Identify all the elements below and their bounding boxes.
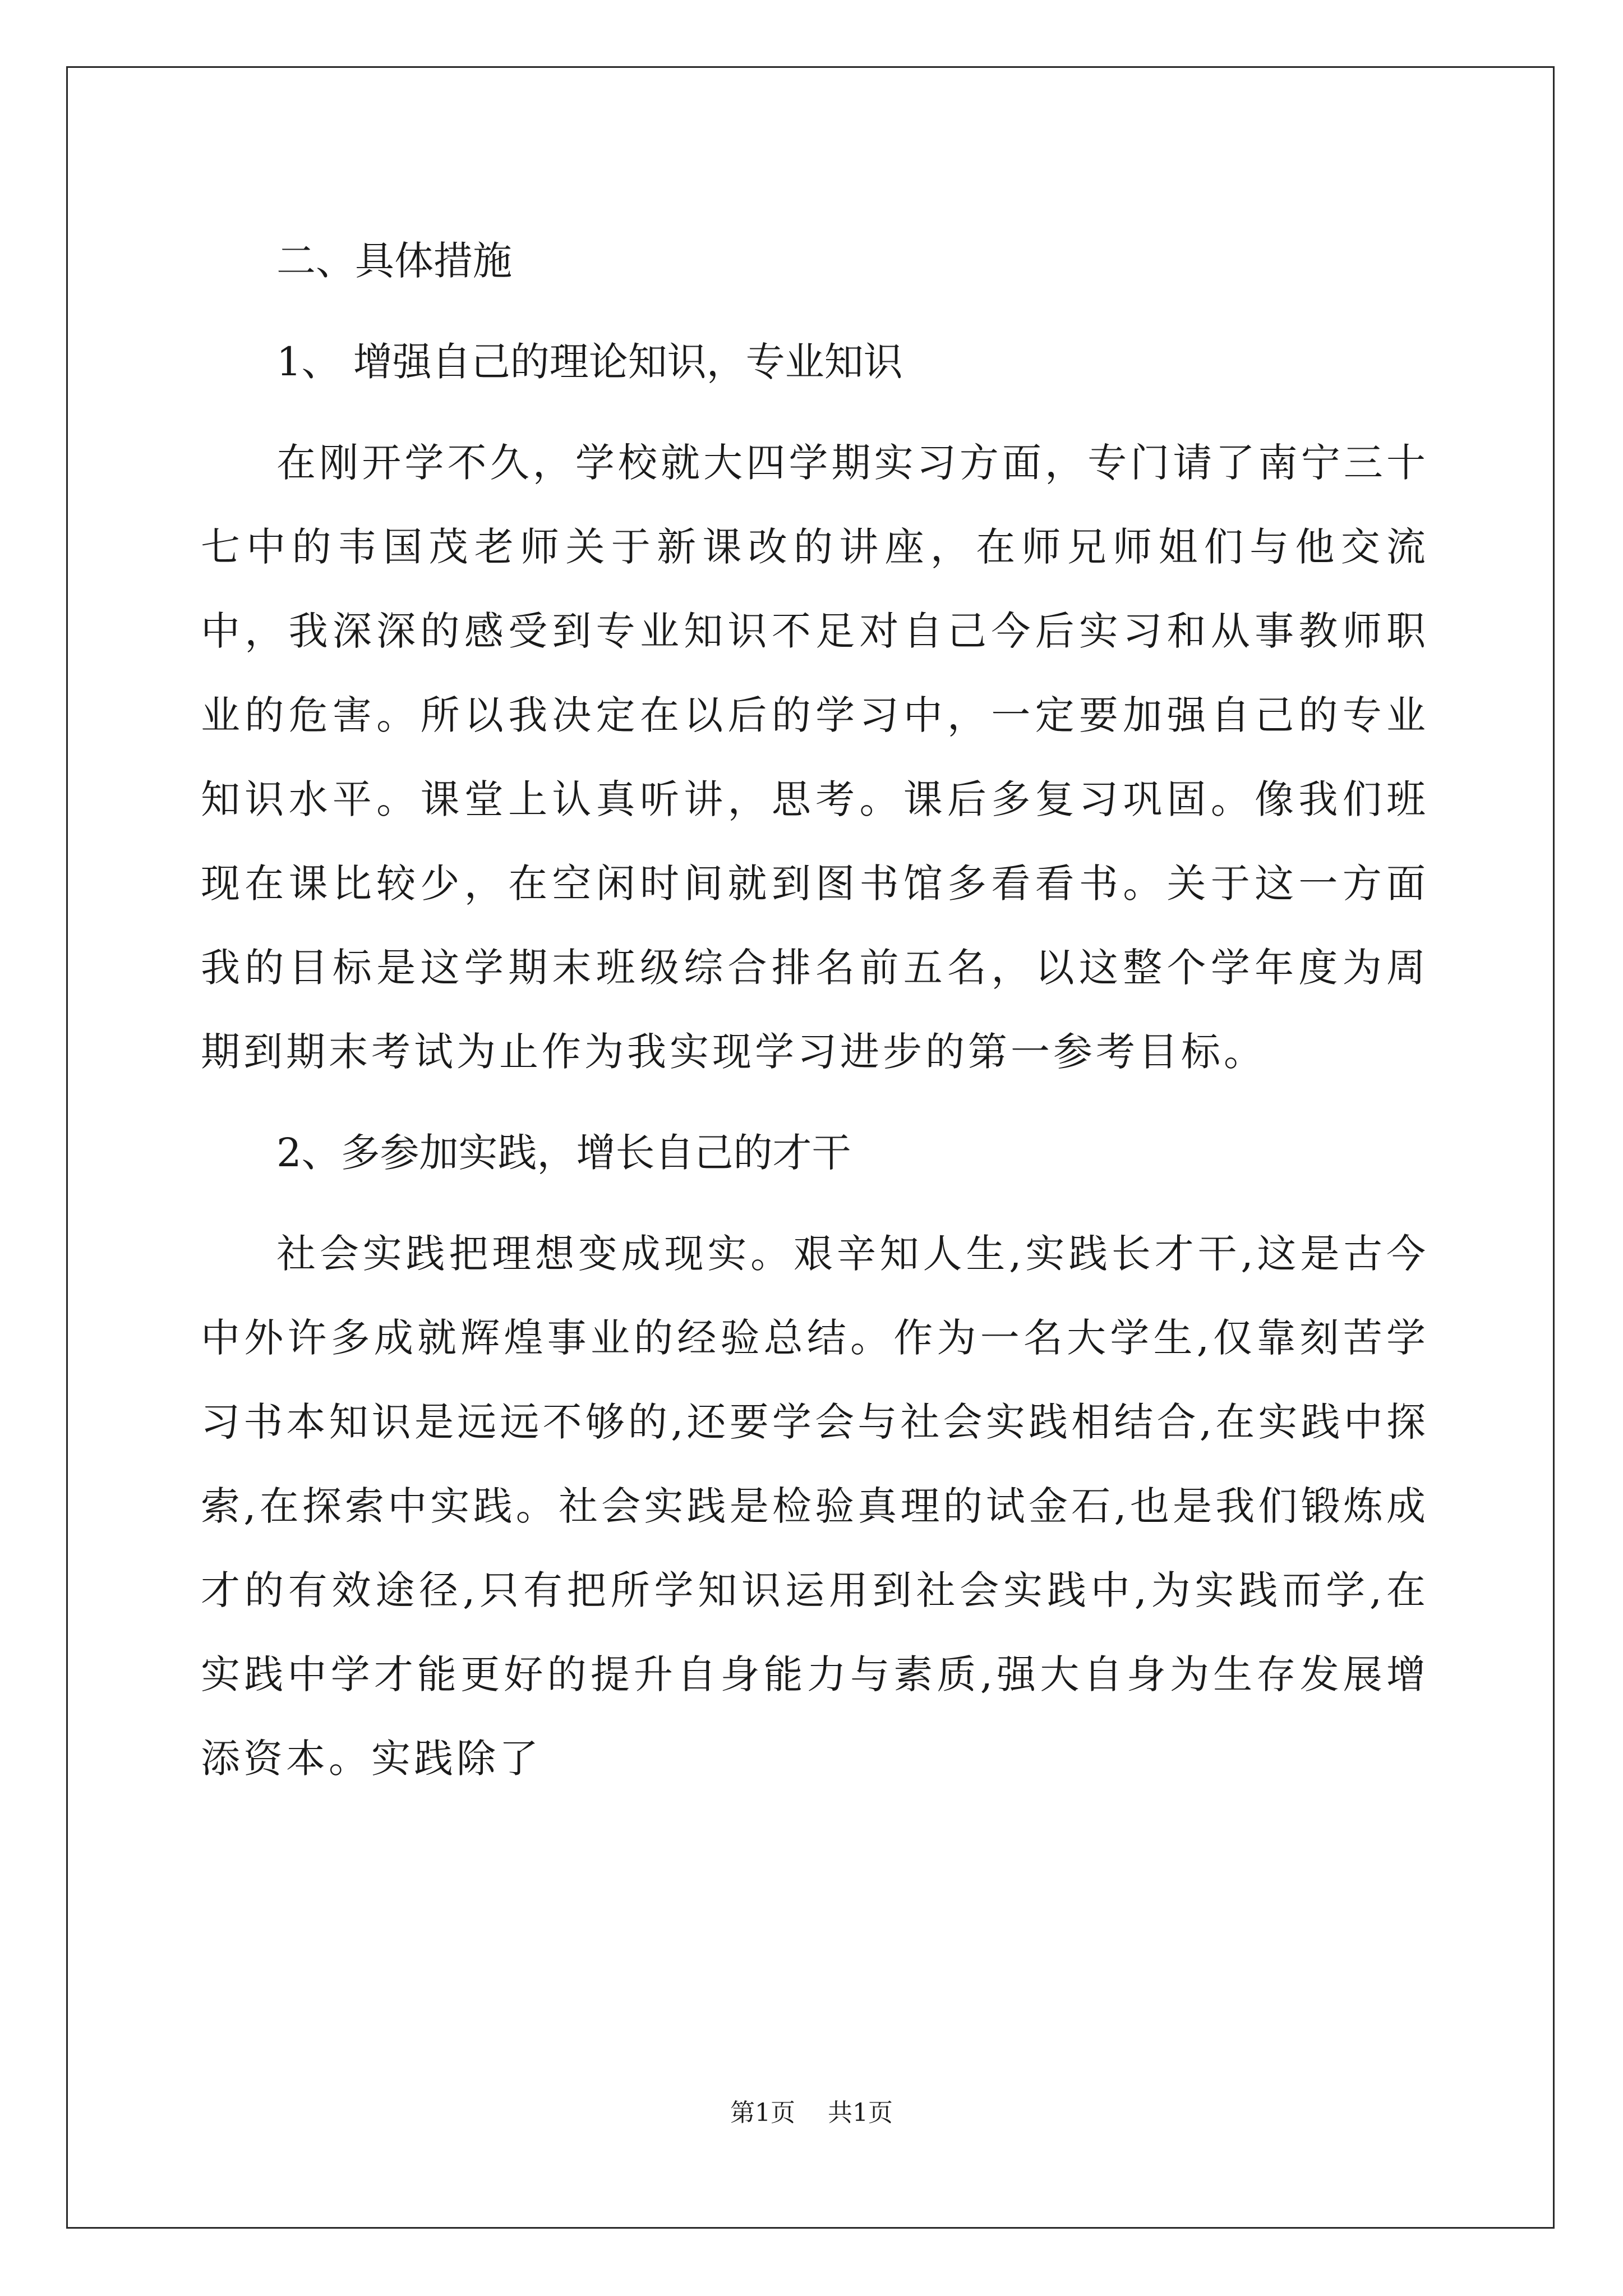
item1-heading: 1、 增强自己的理论知识，专业知识	[276, 339, 903, 385]
page-current: 第1页	[730, 2099, 795, 2127]
document-body	[201, 219, 1429, 1818]
page-total: 共1页	[828, 2099, 893, 2127]
section-heading: 二、具体措施	[276, 238, 512, 284]
item2-heading: 2、多参加实践，增长自己的才干	[276, 1130, 851, 1176]
item1-paragraph: 在刚开学不久，学校就大四学期实习方面，专门请了南宁三十七中的韦国茂老师关于新课改的讲座，在师兄师姐们与他交流中，我深深的感受到专业知识不足对自己今后实习和从事教师职业的危害。所以我决定在以后的学习中，一定要加强自己的专业知识水平。课堂上认真听讲，思考。课后多复习巩固。像我们班现在课比较少，在空闲时间就到图书馆多看看书。关于这一方面我的目标是这学期末班级综合排名前五名，以这整个学年度为周期到期末考试为止作为我实现学习进步的第一参考目标。	[201, 440, 1429, 1075]
page-footer	[0, 2092, 1623, 2128]
item2-paragraph: 社会实践把理想变成现实。艰辛知人生,实践长才干,这是古今中外许多成就辉煌事业的经验总结。作为一名大学生,仅靠刻苦学习书本知识是远远不够的,还要学会与社会实践相结合,在实践中探索,在探索中实践。社会实践是检验真理的试金石,也是我们锻炼成才的有效途径,只有把所学知识运用到社会实践中,为实践而学,在实践中学才能更好的提升自身能力与素质,强大自身为生存发展增添资本。实践除了	[201, 1231, 1429, 1782]
